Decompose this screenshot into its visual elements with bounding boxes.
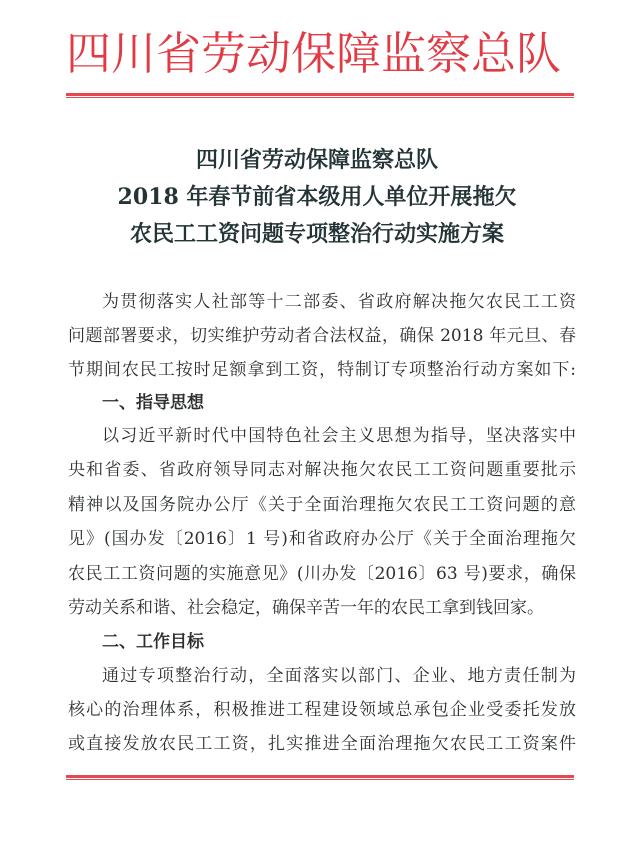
footer-divider [66,775,574,780]
section-heading: 一、指导思想 [102,393,204,413]
paragraph-line: 以习近平新时代中国特色社会主义思想为指导，坚决落实中 [102,426,576,446]
intro-line: 问题部署要求，切实维护劳动者合法权益，确保 2018 年元旦、春 [68,326,576,346]
document-title-line-3: 农民工工资问题专项整治行动实施方案 [129,221,504,247]
paragraph-line: 见》(国办发〔2016〕1 号)和省政府办公厅《关于全面治理拖欠 [68,529,576,549]
document-title-line-2: 2018 年春节前省本级用人单位开展拖欠 [117,184,517,210]
paragraph-line: 央和省委、省政府领导同志对解决拖欠农民工工资问题重要批示 [68,460,576,480]
paragraph-line: 或直接发放农民工工资，扎实推进全面治理拖欠农民工工资案件 [68,734,576,754]
paragraph-line: 通过专项整治行动，全面落实以部门、企业、地方责任制为 [102,666,576,686]
paragraph-line: 精神以及国务院办公厅《关于全面治理拖欠农民工工资问题的意 [68,495,576,515]
document-title-line-1: 四川省劳动保障监察总队 [195,147,438,173]
intro-line: 为贯彻落实人社部等十二部委、省政府解决拖欠农民工工资 [102,292,576,312]
letterhead-divider [66,93,574,98]
section-heading: 二、工作目标 [102,632,204,652]
letterhead-org-name: 四川省劳动保障监察总队 [66,27,562,80]
paragraph-line: 劳动关系和谐、社会稳定，确保辛苦一年的农民工拿到钱回家。 [68,598,544,618]
paragraph-line: 农民工工资问题的实施意见》(川办发〔2016〕63 号)要求，确保 [68,564,576,584]
paragraph-line: 核心的治理体系，积极推进工程建设领域总承包企业受委托发放 [68,700,576,720]
intro-line: 节期间农民工按时足额拿到工资，特制订专项整治行动方案如下: [68,360,576,380]
